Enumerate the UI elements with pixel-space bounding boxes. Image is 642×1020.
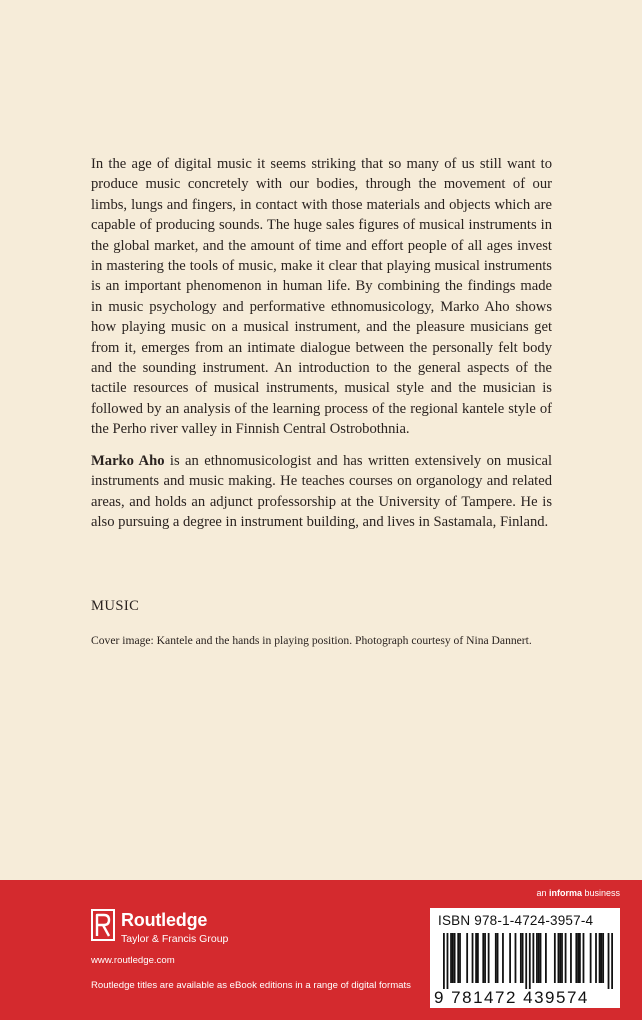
barcode-bar	[459, 933, 461, 983]
barcode-icon	[443, 933, 613, 989]
barcode-bar	[450, 933, 452, 983]
barcode-bar	[579, 933, 581, 983]
cover-credit: Cover image: Kantele and the hands in playing position. Photograph courtesy of Nina Dannert.	[91, 634, 532, 647]
barcode-bar	[565, 933, 567, 983]
informa-tagline: an informa business	[536, 888, 620, 898]
barcode-bar	[472, 933, 474, 983]
book-description: In the age of digital music it seems striking that so many of us still want to produce music concretely with our bodies, through the movement of our limbs, lungs and fingers, in contact with those materials and objects which are capable of producing sounds. The huge sales figures of musical instruments in the global market, and the amount of time and effort people of all ages invest in mastering the tools of music, make it clear that playing musical instruments is an important phenomenon in human life. By combining the findings made in music psychology and performative ethnomusicology, Marko Aho shows how playing music on a musical instrument, and the pleasure musicians get from it, emerges from an intimate dialogue between the personally felt body and the sounding instrument. An introduction to the general aspects of the tactile resources of musical instruments, musical style and the musician is followed by an analysis of the learning process of the regional kantele style of the Perho river valley in Finnish Central Ostrobothnia.	[91, 156, 552, 438]
barcode-bar	[502, 933, 504, 983]
ebook-note: Routledge titles are available as eBook editions in a range of digital formats	[91, 980, 411, 991]
barcode-bar	[529, 933, 531, 989]
barcode-bar	[558, 933, 560, 983]
barcode-bar	[443, 933, 445, 989]
barcode-bar	[515, 933, 517, 983]
barcode-bar	[595, 933, 597, 983]
barcode-bar	[475, 933, 477, 983]
barcode-bar	[525, 933, 527, 989]
barcode-bar	[577, 933, 579, 983]
barcode-bar	[554, 933, 556, 983]
isbn-barcode-panel	[430, 908, 620, 1008]
barcode-bar	[482, 933, 484, 983]
isbn-label: ISBN 978-1-4724-3957-4	[438, 913, 594, 928]
author-bio	[91, 451, 552, 533]
barcode-bar	[447, 933, 449, 989]
barcode-bar	[599, 933, 601, 983]
barcode-bar	[590, 933, 592, 983]
author-bio-text: is an ethnomusicologist and has written extensively on musical instruments and music making. He teaches courses on organology and related areas, and holds an adjunct professorship at the University of Tampere. He is also pursuing a degree in instrument building, and lives in Sastamala, Finland.	[91, 453, 552, 531]
routledge-logo-icon	[90, 908, 116, 942]
barcode-bar	[602, 933, 604, 983]
barcode-bar	[497, 933, 499, 983]
barcode-bar	[452, 933, 454, 983]
barcode-bar	[600, 933, 602, 983]
barcode-bar	[520, 933, 522, 983]
publisher-band	[0, 880, 642, 1020]
barcode-bar	[488, 933, 490, 983]
barcode-bar	[561, 933, 563, 983]
barcode-bar	[570, 933, 572, 983]
publisher-group: Taylor & Francis Group	[121, 933, 229, 945]
author-name: Marko Aho	[91, 453, 165, 469]
barcode-bar	[559, 933, 561, 983]
barcode-bar	[457, 933, 459, 983]
barcode-bar	[495, 933, 497, 983]
barcode-bar	[484, 933, 486, 983]
barcode-bar	[545, 933, 547, 983]
publisher-url[interactable]: www.routledge.com	[91, 955, 175, 966]
barcode-digits: 9 781472 439574	[434, 988, 589, 1007]
publisher-name: Routledge	[121, 910, 208, 930]
barcode-bar	[522, 933, 524, 983]
barcode-bar	[575, 933, 577, 983]
barcode-bar	[583, 933, 585, 983]
barcode-bar	[477, 933, 479, 983]
subject-category: MUSIC	[91, 598, 140, 614]
barcode-bar	[540, 933, 542, 983]
barcode-bar	[454, 933, 456, 983]
barcode-bar	[536, 933, 538, 983]
barcode-bar	[608, 933, 610, 989]
barcode-bar	[466, 933, 468, 983]
barcode-bar	[538, 933, 540, 983]
barcode-bar	[532, 933, 534, 983]
barcode-bar	[509, 933, 511, 983]
barcode-bar	[611, 933, 613, 989]
